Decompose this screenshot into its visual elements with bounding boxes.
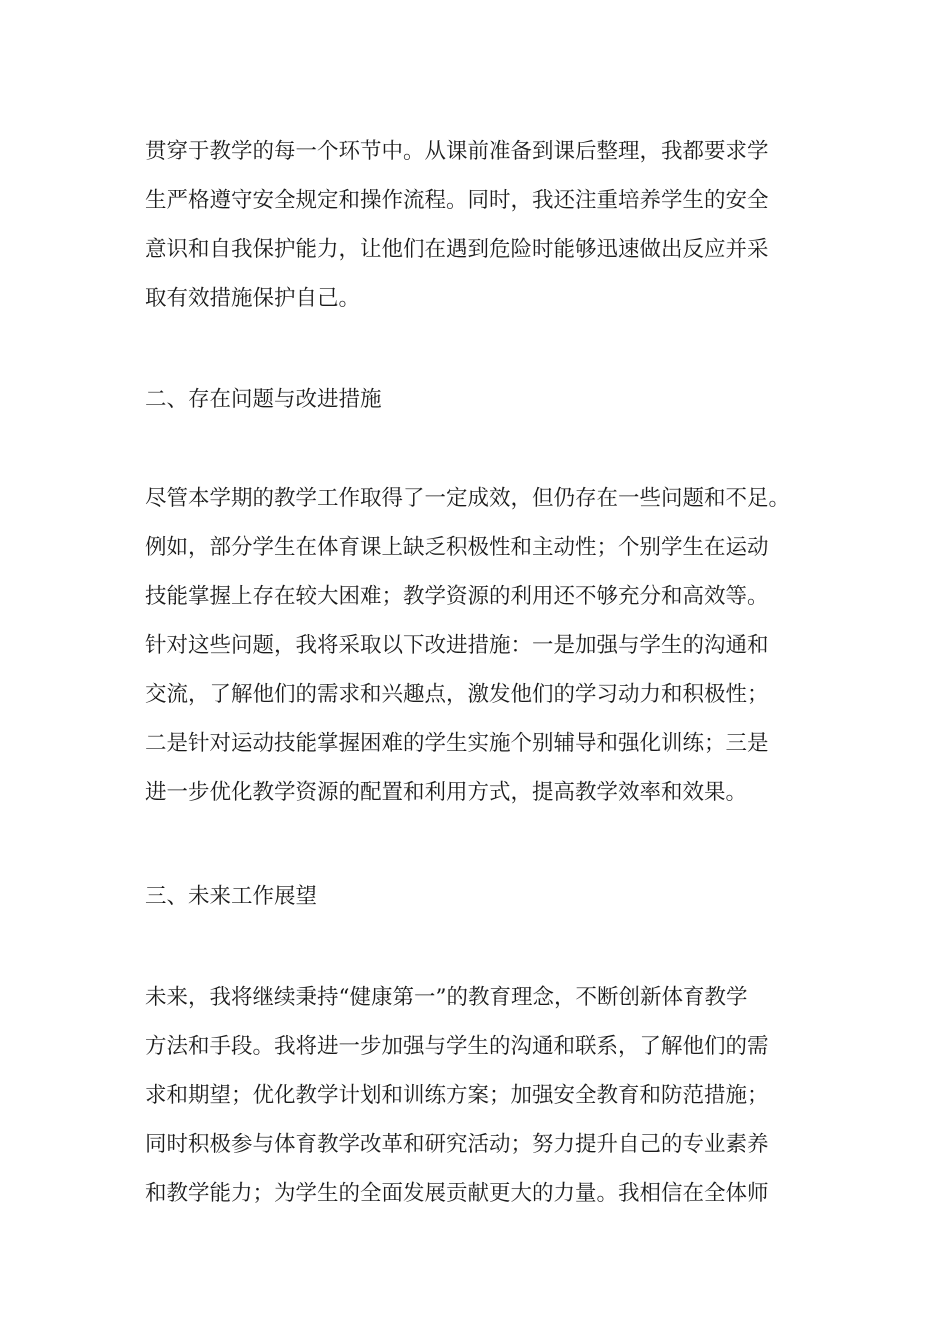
paragraph-problems xyxy=(145,474,825,817)
paragraph-line: 交流，了解他们的需求和兴趣点，激发他们的学习动力和积极性； xyxy=(145,682,769,707)
paragraph-line: 取有效措施保护自己。 xyxy=(145,286,361,311)
paragraph-outlook xyxy=(145,973,825,1218)
paragraph-line: 求和期望；优化教学计划和训练方案；加强安全教育和防范措施； xyxy=(145,1083,769,1108)
paragraph-line: 尽管本学期的教学工作取得了一定成效，但仍存在一些问题和不足。 xyxy=(145,486,791,511)
paragraph-line: 生严格遵守安全规定和操作流程。同时，我还注重培养学生的安全 xyxy=(145,188,769,213)
paragraph-line: 未来，我将继续秉持“健康第一”的教育理念，不断创新体育教学 xyxy=(145,985,748,1010)
paragraph-line: 针对这些问题，我将采取以下改进措施：一是加强与学生的沟通和 xyxy=(145,633,769,658)
paragraph-line: 和教学能力；为学生的全面发展贡献更大的力量。我相信在全体师 xyxy=(145,1181,769,1206)
paragraph-line: 同时积极参与体育教学改革和研究活动；努力提升自己的专业素养 xyxy=(145,1132,769,1157)
paragraph-line: 意识和自我保护能力，让他们在遇到危险时能够迅速做出反应并采 xyxy=(145,237,769,262)
section-heading-outlook: 三、未来工作展望 xyxy=(145,884,318,909)
paragraph-line: 进一步优化教学资源的配置和利用方式，提高教学效率和效果。 xyxy=(145,780,748,805)
section-heading-problems: 二、存在问题与改进措施 xyxy=(145,387,382,412)
paragraph-line: 技能掌握上存在较大困难；教学资源的利用还不够充分和高效等。 xyxy=(145,584,769,609)
paragraph-line: 贯穿于教学的每一个环节中。从课前准备到课后整理，我都要求学 xyxy=(145,139,769,164)
paragraph-line: 二是针对运动技能掌握困难的学生实施个别辅导和强化训练；三是 xyxy=(145,731,769,756)
paragraph-line: 例如，部分学生在体育课上缺乏积极性和主动性；个别学生在运动 xyxy=(145,535,769,560)
paragraph-safety xyxy=(145,127,825,323)
paragraph-line: 方法和手段。我将进一步加强与学生的沟通和联系，了解他们的需 xyxy=(145,1034,769,1059)
